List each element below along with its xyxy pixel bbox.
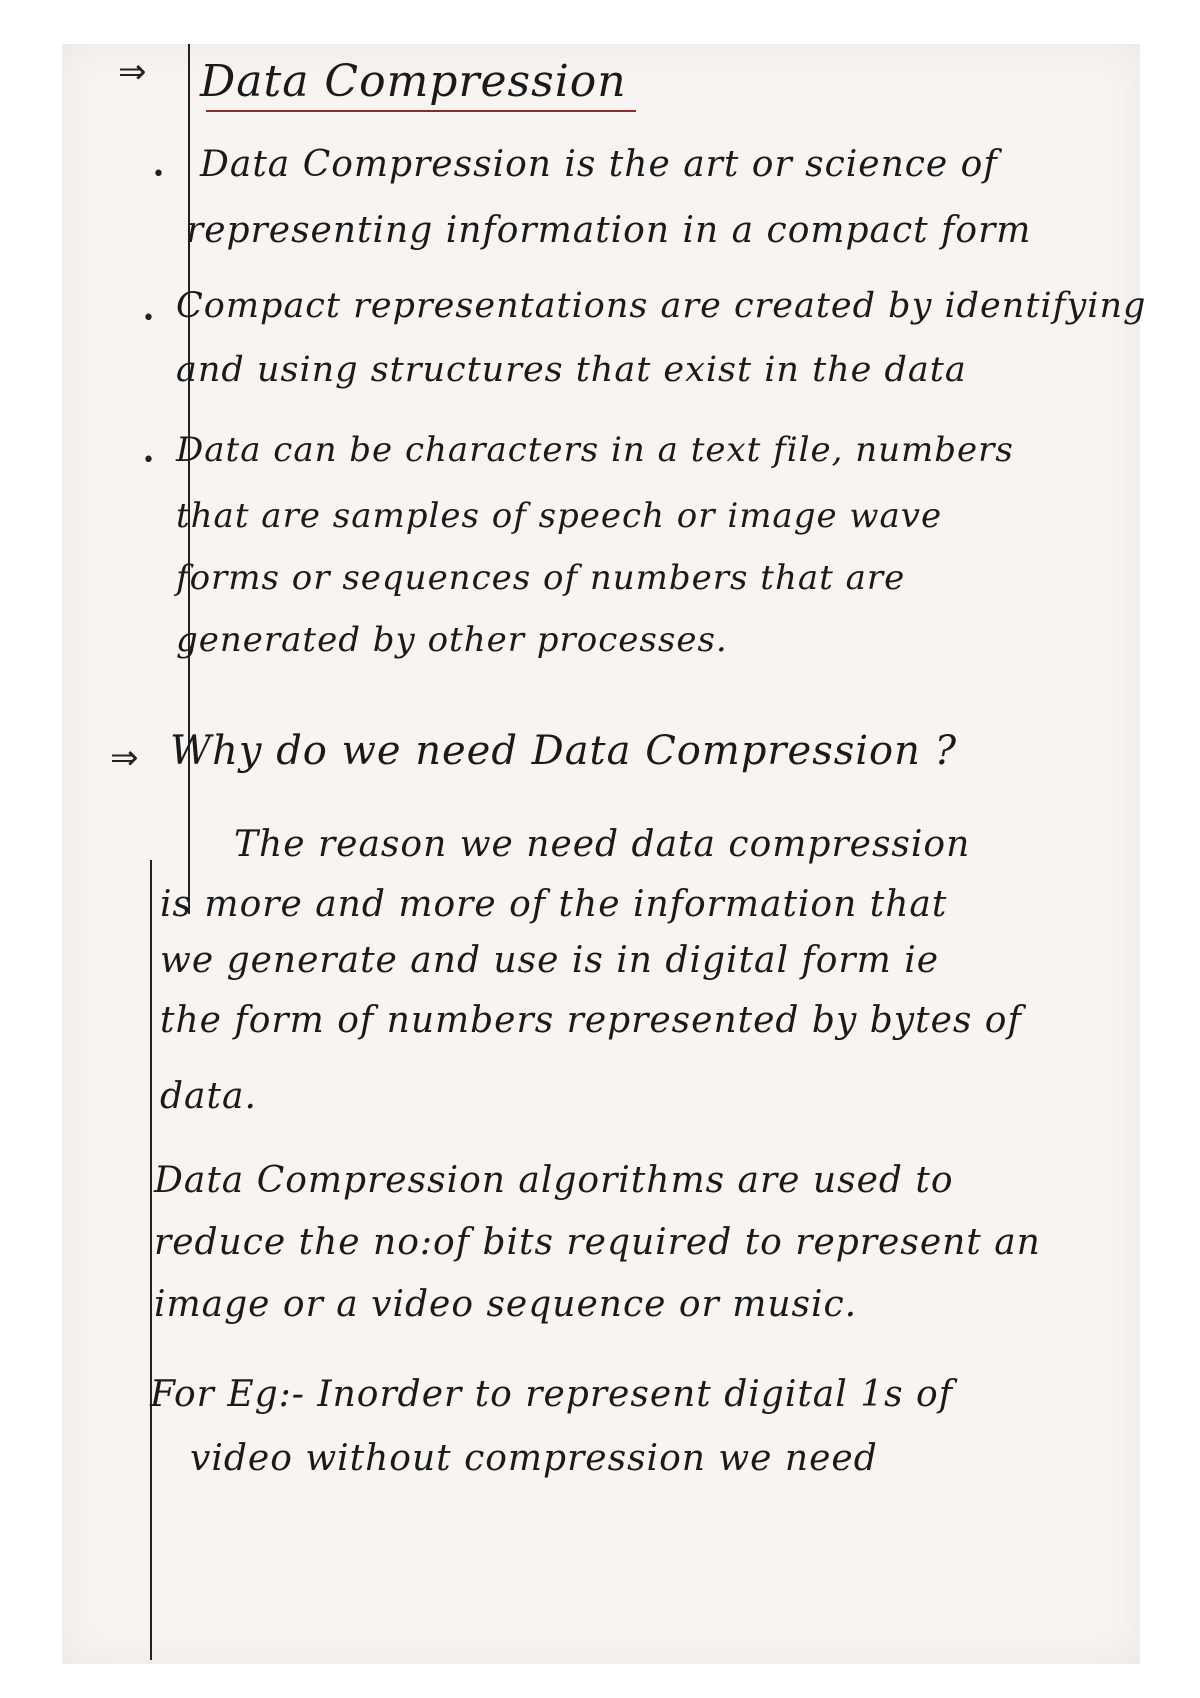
bullet-line: and using structures that exist in the data: [176, 350, 967, 390]
paragraph-line: reduce the no:of bits required to represent an: [154, 1222, 1041, 1263]
bullet-icon: •: [142, 448, 155, 473]
paragraph-line: we generate and use is in digital form ie: [160, 940, 940, 981]
paragraph-line: is more and more of the information that: [160, 884, 948, 925]
bullet-line: Data Compression is the art or science of: [200, 144, 998, 185]
example-line: video without compression we need: [190, 1438, 878, 1479]
bullet-line: that are samples of speech or image wave: [176, 496, 943, 536]
title-underline: [206, 110, 636, 112]
page-title: Data Compression: [200, 56, 627, 107]
bullet-icon: •: [142, 306, 155, 331]
paragraph-line: The reason we need data compression: [234, 824, 971, 865]
bleed-through-text: [640, 72, 648, 102]
bullet-icon: •: [152, 162, 165, 187]
paragraph-line: Data Compression algorithms are used to: [154, 1160, 954, 1201]
paragraph-line: the form of numbers represented by bytes of: [160, 1000, 1022, 1041]
arrow-icon: ⇒: [110, 738, 139, 778]
bullet-line: forms or sequences of numbers that are: [176, 558, 906, 598]
bullet-line: generated by other processes.: [176, 620, 728, 660]
arrow-icon: ⇒: [118, 52, 147, 92]
paragraph-line: data.: [160, 1076, 257, 1117]
margin-line: [150, 860, 152, 1660]
bullet-line: representing information in a compact form: [186, 210, 1032, 251]
example-line: For Eg:- Inorder to represent digital 1s of: [150, 1374, 954, 1415]
bullet-line: Data can be characters in a text file, numbers: [176, 430, 1014, 470]
paragraph-line: image or a video sequence or music.: [154, 1284, 858, 1325]
bullet-line: Compact representations are created by identifying: [176, 286, 1147, 326]
section-heading: Why do we need Data Compression ?: [170, 728, 958, 774]
margin-line: [188, 44, 190, 914]
